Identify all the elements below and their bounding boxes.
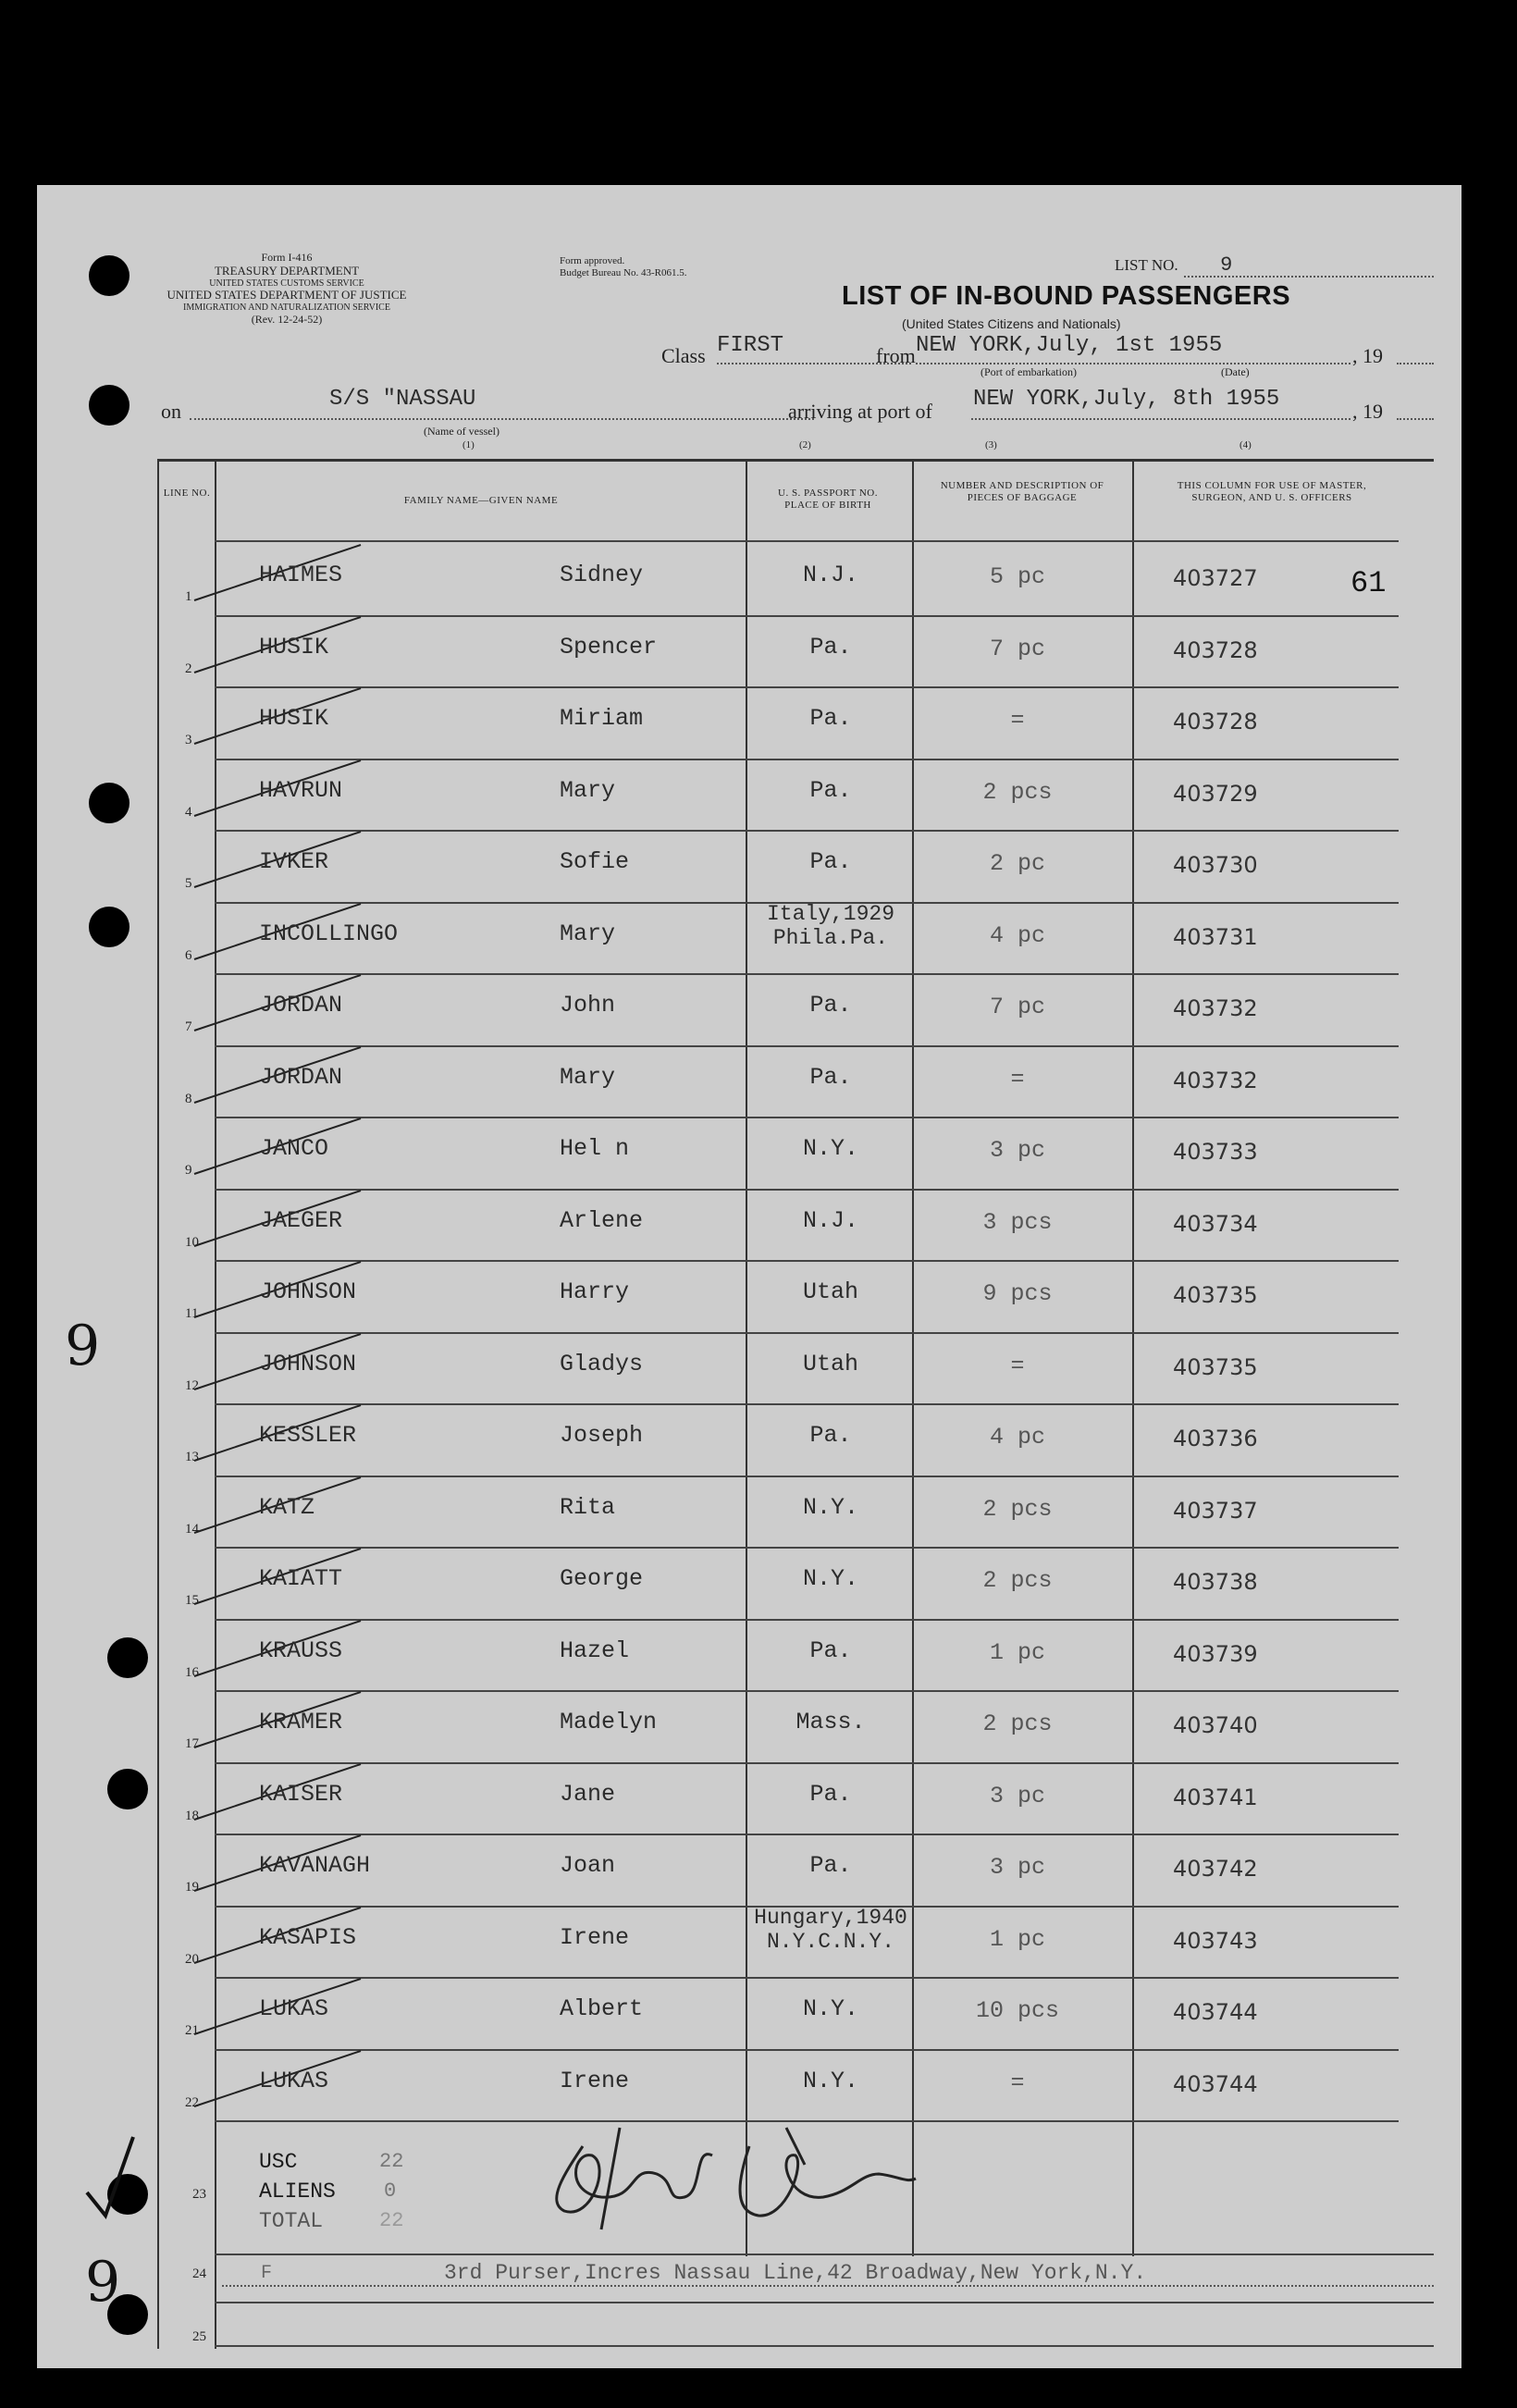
header-baggage: NUMBER AND DESCRIPTION OF PIECES OF BAGGAGE: [940, 480, 1104, 504]
officer-number: 403728: [1173, 709, 1258, 735]
place-of-birth: N.Y.: [802, 1135, 858, 1162]
baggage: 2 pcs: [982, 1495, 1053, 1523]
given-name: Spencer: [560, 633, 658, 661]
given-name: Madelyn: [560, 1709, 658, 1735]
given-name: Sidney: [560, 562, 644, 588]
place-of-birth: Hungary,1940 N.Y.C.N.Y.: [754, 1905, 907, 1954]
year-suffix-2: , 19: [1352, 400, 1383, 423]
given-name: Sofie: [560, 848, 630, 875]
given-name: Gladys: [560, 1350, 644, 1377]
given-name: Mary: [560, 920, 616, 947]
port-caption: (Port of embarkation): [980, 365, 1077, 378]
baggage: 1 pc: [989, 1638, 1045, 1666]
family-name: LUKAS: [259, 2067, 329, 2094]
given-name: Hel n: [560, 1135, 630, 1162]
officer-number: 403741: [1173, 1784, 1258, 1810]
officer-number: 403739: [1173, 1640, 1258, 1667]
table-row: [157, 1477, 1434, 1550]
line-number: 8: [185, 1091, 192, 1106]
baggage: =: [1010, 707, 1025, 734]
baggage: 1 pc: [989, 1925, 1045, 1953]
officer-number: 403731: [1173, 923, 1258, 950]
line-number: 23: [192, 2187, 206, 2202]
given-name: Harry: [560, 1278, 630, 1305]
place-of-birth: N.Y.: [802, 2067, 858, 2094]
treasury-dept: TREASURY DEPARTMENT: [214, 263, 360, 278]
line-number: 21: [185, 2023, 199, 2038]
place-of-birth: Pa.: [809, 705, 852, 732]
line-number: 17: [185, 1736, 199, 1751]
table-row: [157, 1979, 1434, 2051]
aliens-value: 0: [384, 2180, 397, 2203]
punch-hole: [107, 1637, 148, 1678]
given-name: Mary: [560, 776, 616, 804]
given-name: Arlene: [560, 1206, 644, 1234]
baggage: =: [1010, 1352, 1025, 1379]
budget-bureau: Budget Bureau No. 43-R061.5.: [560, 266, 687, 278]
baggage: 3 pc: [989, 1137, 1045, 1164]
table-row: [157, 545, 1434, 617]
family-name: HAVRUN: [259, 776, 343, 804]
place-of-birth: Italy,1929 Phila.Pa.: [766, 901, 895, 950]
officer-number: 403732: [1173, 995, 1258, 1021]
officer-number: 403744: [1173, 1999, 1258, 2025]
line-number: 7: [185, 1019, 192, 1034]
baggage: 2 pcs: [982, 778, 1053, 806]
place-of-birth: Pa.: [809, 1063, 852, 1091]
list-number: [1115, 252, 1232, 277]
family-name: INCOLLINGO: [259, 920, 399, 947]
table-row: [157, 901, 1434, 976]
total-label: TOTAL: [259, 2209, 324, 2233]
year-rule-2: [1397, 418, 1434, 420]
baggage: 4 pc: [989, 1424, 1045, 1451]
punch-hole: [89, 783, 130, 823]
from-value: NEW YORK,July, 1st 1955: [916, 333, 1223, 358]
justice-dept: UNITED STATES DEPARTMENT OF JUSTICE: [166, 288, 407, 303]
officer-number: 403732: [1173, 1067, 1258, 1093]
baggage: 7 pc: [989, 635, 1045, 662]
table-row: [157, 1692, 1434, 1764]
header-name: FAMILY NAME—GIVEN NAME: [403, 495, 559, 506]
passenger-table: [157, 459, 1434, 2349]
punch-hole: [89, 385, 130, 426]
place-of-birth: N.Y.: [802, 1493, 858, 1521]
officer-number: 403733: [1173, 1139, 1258, 1165]
vessel-name: S/S "NASSAU: [329, 387, 476, 412]
table-row: [157, 832, 1434, 904]
baggage: =: [1010, 1065, 1025, 1093]
line-number: 24: [192, 2266, 206, 2281]
table-row: [157, 1191, 1434, 1263]
line-number: 9: [185, 1163, 192, 1178]
arriving-label: arriving at port of: [788, 400, 932, 423]
place-of-birth: Pa.: [809, 1422, 852, 1449]
form-approved: Form approved.: [560, 255, 625, 266]
table-row: [157, 1549, 1434, 1621]
given-name: Hazel: [560, 1636, 630, 1664]
table-row: [157, 1764, 1434, 1836]
line-number: 19: [185, 1880, 199, 1895]
officer-number: 403743: [1173, 1927, 1258, 1954]
footer-dots: [222, 2285, 1434, 2287]
header-rule: [215, 540, 1399, 542]
baggage: 2 pcs: [982, 1567, 1053, 1594]
officer-number: 403735: [1173, 1353, 1258, 1380]
table-row: [157, 1405, 1434, 1477]
from-rule: [916, 363, 1350, 364]
family-name: KASAPIS: [259, 1923, 357, 1951]
table-row: [157, 760, 1434, 833]
baggage: 3 pc: [989, 1782, 1045, 1809]
place-of-birth: Pa.: [809, 1636, 852, 1664]
list-no-rule: [1184, 276, 1434, 278]
officer-number: 403729: [1173, 780, 1258, 807]
usc-value: 22: [379, 2150, 404, 2173]
family-name: IVKER: [259, 848, 329, 875]
place-of-birth: N.J.: [802, 562, 858, 588]
officer-signature: [527, 2109, 934, 2239]
arrival-rule: [971, 418, 1350, 420]
col-num-1: (1): [462, 439, 475, 451]
officer-number: 403730: [1173, 852, 1258, 878]
line-number: 6: [185, 947, 192, 963]
total-value: 22: [379, 2209, 404, 2232]
baggage: 5 pc: [989, 563, 1045, 590]
officer-number: 403742: [1173, 1856, 1258, 1882]
family-name: JORDAN: [259, 992, 343, 1019]
given-name: Irene: [560, 2067, 630, 2094]
table-row: [157, 975, 1434, 1047]
customs-service: UNITED STATES CUSTOMS SERVICE: [209, 278, 364, 289]
line-number: 18: [185, 1808, 199, 1823]
punch-hole: [89, 907, 130, 947]
header-officers: THIS COLUMN FOR USE OF MASTER, SURGEON, AND U. S. OFFICERS: [1177, 480, 1367, 504]
usc-label: USC: [259, 2150, 298, 2174]
place-of-birth: Pa.: [809, 633, 852, 661]
col-num-3: (3): [985, 439, 997, 451]
given-name: Mary: [560, 1063, 616, 1091]
table-row: [157, 1334, 1434, 1406]
col-num-2: (2): [799, 439, 811, 451]
family-name: JAEGER: [259, 1206, 343, 1234]
officer-number: 403734: [1173, 1210, 1258, 1237]
line-number: 12: [185, 1377, 199, 1393]
table-row: [157, 617, 1434, 689]
place-of-birth: Utah: [802, 1278, 858, 1305]
officer-number: 403744: [1173, 2070, 1258, 2097]
footer-rule: [215, 2302, 1434, 2303]
manifest-page: [37, 185, 1462, 2368]
class-label: Class: [661, 344, 706, 367]
family-name: HAIMES: [259, 562, 343, 588]
vessel-rule: [190, 418, 814, 420]
line-number: 11: [185, 1306, 199, 1321]
officer-number: 403736: [1173, 1426, 1258, 1451]
place-of-birth: N.Y.: [802, 1565, 858, 1592]
line-number: 2: [185, 661, 192, 676]
page-title: LIST OF IN-BOUND PASSENGERS: [842, 281, 1291, 311]
header-line-no: LINE NO.: [163, 488, 211, 499]
aliens-label: ALIENS: [259, 2180, 336, 2204]
baggage: 7 pc: [989, 994, 1045, 1020]
family-name: KESSLER: [259, 1422, 357, 1449]
line-number: 3: [185, 733, 192, 747]
form-approval: [560, 255, 686, 278]
family-name: KAVANAGH: [259, 1852, 371, 1879]
table-row: [157, 1118, 1434, 1191]
class-value: FIRST: [717, 333, 784, 358]
line-number: 1: [185, 589, 192, 604]
place-of-birth: Pa.: [809, 776, 852, 804]
family-name: JORDAN: [259, 1063, 343, 1091]
on-label: on: [161, 400, 181, 423]
vessel-caption: (Name of vessel): [424, 425, 500, 438]
given-name: Irene: [560, 1923, 630, 1951]
family-name: LUKAS: [259, 1995, 329, 2022]
table-row: [157, 1262, 1434, 1334]
line-number: 15: [185, 1593, 199, 1608]
punch-hole: [107, 1769, 148, 1809]
table-row: [157, 688, 1434, 760]
footer-rule: [215, 2254, 1434, 2255]
check-mark: [78, 2128, 142, 2220]
baggage: 4 pc: [989, 921, 1045, 949]
table-row: [157, 1905, 1434, 1980]
family-name: JOHNSON: [259, 1278, 357, 1305]
given-name: Rita: [560, 1493, 616, 1521]
family-name: KATZ: [259, 1493, 315, 1521]
family-name: KRAUSS: [259, 1636, 343, 1664]
family-name: KAISER: [259, 1780, 343, 1808]
arrival-value: NEW YORK,July, 8th 1955: [973, 387, 1280, 412]
place-of-birth: N.J.: [802, 1206, 858, 1234]
punch-hole: [89, 255, 130, 296]
place-of-birth: Mass.: [796, 1709, 866, 1735]
given-name: Jane: [560, 1780, 616, 1808]
family-name: HUSIK: [259, 633, 329, 661]
ins-service: IMMIGRATION AND NATURALIZATION SERVICE: [183, 303, 390, 314]
given-name: Miriam: [560, 705, 644, 732]
given-name: John: [560, 992, 616, 1019]
line-number: 22: [185, 2094, 199, 2110]
given-name: Albert: [560, 1995, 644, 2022]
family-name: HUSIK: [259, 705, 329, 732]
line-number: 13: [185, 1450, 199, 1464]
form-header-left: [139, 252, 435, 326]
baggage: 2 pcs: [982, 1710, 1053, 1737]
table-row: [157, 1621, 1434, 1693]
left-margin-note: 9: [65, 1314, 101, 1378]
family-name: KAIATT: [259, 1565, 343, 1592]
baggage: 3 pcs: [982, 1208, 1053, 1236]
revision: (Rev. 12-24-52): [251, 312, 323, 326]
officer-number: 403727: [1173, 565, 1258, 591]
left-margin-note: 9: [85, 2250, 121, 2315]
place-of-birth: Utah: [802, 1350, 858, 1377]
line-number: 10: [185, 1234, 199, 1250]
place-of-birth: Pa.: [809, 1852, 852, 1879]
line-number: 20: [185, 1951, 199, 1967]
list-no-value: 9: [1220, 253, 1233, 277]
line-number: 5: [185, 876, 192, 891]
place-of-birth: Pa.: [809, 992, 852, 1019]
place-of-birth: Pa.: [809, 848, 852, 875]
line-number: 4: [185, 804, 192, 820]
col-num-4: (4): [1240, 439, 1252, 451]
purser-signature-line: 3rd Purser,Incres Nassau Line,42 Broadway,New York,N.Y.: [444, 2261, 1147, 2285]
line-number: 16: [185, 1664, 199, 1680]
baggage: 10 pcs: [975, 1997, 1059, 2024]
given-name: Joseph: [560, 1422, 644, 1449]
line-number: 25: [192, 2329, 206, 2344]
right-margin-note: 61: [1350, 566, 1387, 600]
page-subtitle: (United States Citizens and Nationals): [902, 316, 1121, 331]
officer-number: 403740: [1173, 1712, 1258, 1738]
given-name: George: [560, 1565, 644, 1592]
from-label: from: [876, 344, 916, 367]
date-caption: (Date): [1221, 365, 1250, 378]
officer-number: 403735: [1173, 1282, 1258, 1308]
footer-f-mark: F: [261, 2263, 273, 2284]
list-no-label: LIST NO.: [1115, 256, 1178, 274]
table-row: [157, 1835, 1434, 1908]
given-name: Joan: [560, 1852, 616, 1879]
officer-number: 403737: [1173, 1497, 1258, 1524]
header-passport: U. S. PASSPORT NO. PLACE OF BIRTH: [778, 488, 878, 512]
year-suffix-1: , 19: [1352, 344, 1383, 367]
place-of-birth: N.Y.: [802, 1995, 858, 2022]
form-id: Form I-416: [261, 251, 313, 264]
baggage: =: [1010, 2068, 1025, 2096]
family-name: KRAMER: [259, 1709, 343, 1735]
family-name: JOHNSON: [259, 1350, 357, 1377]
year-rule-1: [1397, 363, 1434, 364]
line-number: 14: [185, 1521, 199, 1537]
officer-number: 403728: [1173, 636, 1258, 663]
footer-rule: [215, 2345, 1434, 2347]
family-name: JANCO: [259, 1135, 329, 1162]
baggage: 2 pc: [989, 850, 1045, 877]
place-of-birth: Pa.: [809, 1780, 852, 1808]
baggage: 9 pcs: [982, 1280, 1053, 1307]
table-row: [157, 1047, 1434, 1119]
officer-number: 403738: [1173, 1569, 1258, 1595]
baggage: 3 pc: [989, 1854, 1045, 1881]
